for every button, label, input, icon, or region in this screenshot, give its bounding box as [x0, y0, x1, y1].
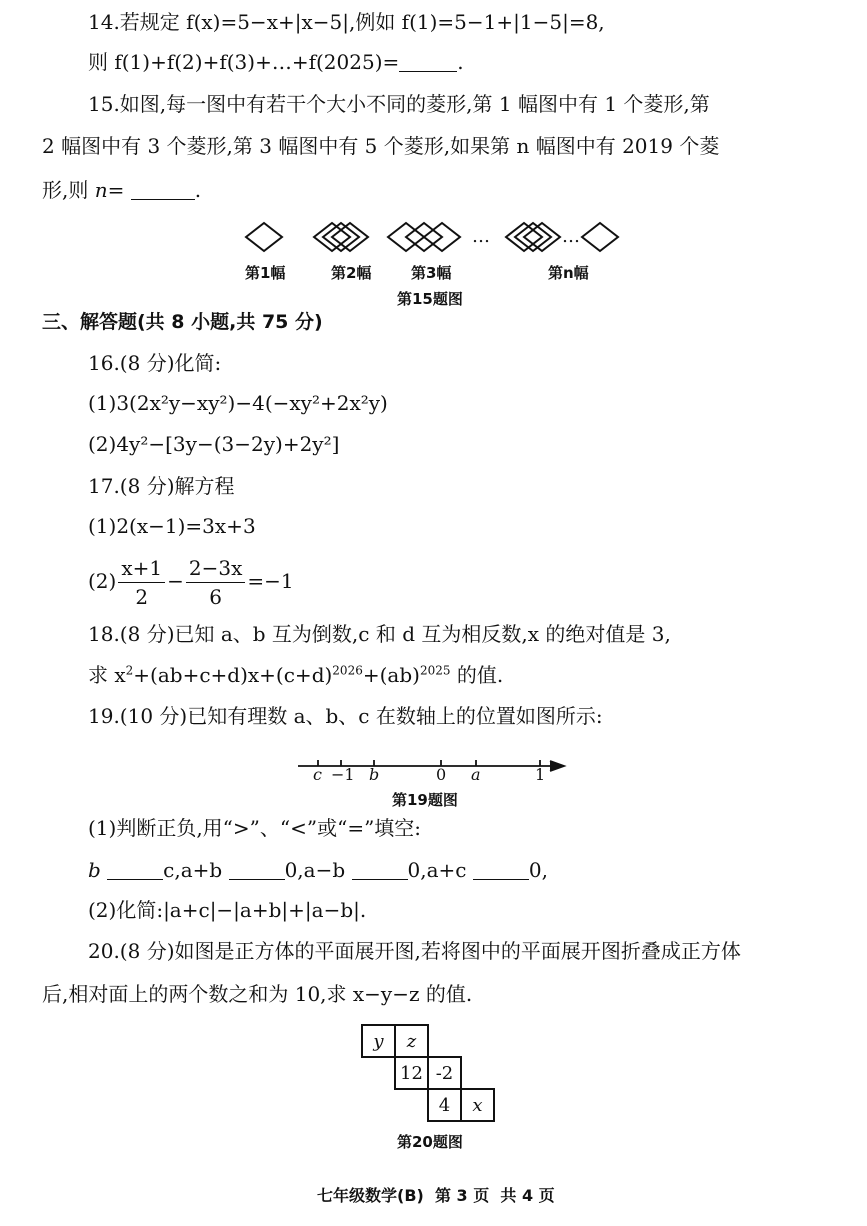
q18-exp-2025: 2025 — [419, 663, 451, 678]
q15-line3 — [42, 180, 201, 200]
q19-axis-label-m1: −1 — [331, 765, 355, 784]
q19-axis-label-0: 0 — [436, 765, 447, 784]
q15-caption: 第15题图 — [397, 290, 463, 308]
q19-axis-label-c: c — [313, 765, 322, 784]
q19-blank-4 — [473, 861, 529, 880]
q19-fill-0b: 0,a+c — [407, 858, 467, 882]
q19-fill-line — [88, 860, 548, 880]
q17-title: 17.(8 分)解方程 — [88, 474, 235, 498]
q14-line2-end: . — [457, 50, 464, 74]
q15-label-3: 第3幅 — [411, 264, 452, 282]
q15-line3-end: . — [194, 178, 202, 202]
q16-part2: (2)4y²−[3y−(3−2y)+2y²] — [88, 432, 340, 456]
q15-label-2: 第2幅 — [331, 264, 372, 282]
q14-line2-text: 则 f(1)+f(2)+f(3)+…+f(2025)= — [88, 50, 400, 74]
rhombus-fig1 — [246, 223, 282, 251]
q15-label-1: 第1幅 — [245, 264, 286, 282]
q15-line3-b: = — [107, 178, 125, 202]
q19-part1: (1)判断正负,用“>”、“<”或“=”填空: — [88, 816, 422, 840]
q15-dots-1: … — [472, 226, 490, 247]
q19-fill-0a: 0,a−b — [284, 858, 346, 882]
page-footer: 七年级数学(B) 第 3 页 共 4 页 — [317, 1186, 555, 1205]
q18-line1: 18.(8 分)已知 a、b 互为倒数,c 和 d 互为相反数,x 的绝对值是 3, — [88, 622, 671, 646]
q15-var-n: n — [94, 178, 108, 202]
net-cell-4: 4 — [427, 1088, 462, 1122]
q15-line3-a: 形,则 — [42, 178, 95, 202]
q17-part2-prefix: (2) — [88, 569, 117, 593]
q19-fill-c: c,a+b — [163, 858, 223, 882]
q15-line2: 2 幅图中有 3 个菱形,第 3 幅图中有 5 个菱形,如果第 n 幅图中有 2019 个菱 — [42, 134, 720, 158]
q19-title: 19.(10 分)已知有理数 a、b、c 在数轴上的位置如图所示: — [88, 704, 603, 728]
q17-minus: − — [167, 569, 184, 593]
net-cell-12: 12 — [394, 1056, 429, 1090]
q18-line2-c: +(ab) — [362, 663, 420, 687]
q17-fraction-1 — [118, 556, 165, 609]
q20-caption: 第20题图 — [397, 1133, 463, 1151]
net-cell-x: x — [460, 1088, 495, 1122]
q15-line1: 15.如图,每一图中有若干个大小不同的菱形,第 1 幅图中有 1 个菱形,第 — [88, 92, 710, 116]
q15-label-n: 第n幅 — [548, 264, 589, 282]
rhombus-fig2-c — [323, 223, 359, 251]
q14-answer-blank — [399, 53, 457, 72]
q18-exp-2026: 2026 — [332, 663, 363, 678]
q19-blank-3 — [352, 861, 408, 880]
q19-blank-1 — [107, 861, 163, 880]
net-cell-y: y — [361, 1024, 396, 1058]
q17-fraction-1-num: x+1 — [118, 556, 165, 583]
q15-answer-blank — [131, 181, 195, 200]
q18-exp-2: 2 — [125, 663, 134, 678]
q17-rhs: =−1 — [247, 569, 294, 593]
q19-axis-label-1: 1 — [535, 765, 546, 784]
rhombus-fign-c — [515, 223, 551, 251]
q17-part2 — [88, 556, 294, 609]
q20-line2: 后,相对面上的两个数之和为 10,求 x−y−z 的值. — [42, 982, 473, 1006]
q19-part2: (2)化简:|a+c|−|a+b|+|a−b|. — [88, 898, 367, 922]
q14-line1: 14.若规定 f(x)=5−x+|x−5|,例如 f(1)=5−1+|1−5|=8, — [88, 10, 605, 34]
section-3-heading: 三、解答题(共 8 小题,共 75 分) — [42, 311, 323, 333]
q15-dots-2: … — [562, 226, 580, 247]
q19-number-line — [0, 752, 867, 792]
q18-line2-a: 求 x — [88, 663, 126, 687]
q18-line2-d: 的值. — [450, 663, 504, 687]
q17-part1: (1)2(x−1)=3x+3 — [88, 514, 256, 538]
q19-axis-label-b: b — [369, 765, 380, 784]
q17-fraction-2-num: 2−3x — [186, 556, 246, 583]
net-cell-z: z — [394, 1024, 429, 1058]
q19-axis-label-a: a — [471, 765, 481, 784]
q16-title: 16.(8 分)化简: — [88, 351, 222, 375]
q14-line2 — [88, 52, 464, 72]
q19-caption: 第19题图 — [392, 791, 458, 809]
q19-fill-b: b — [88, 858, 101, 882]
q19-fill-0c: 0, — [528, 858, 548, 882]
q19-blank-2 — [229, 861, 285, 880]
rhombus-fign-d — [582, 223, 618, 251]
number-line-arrow — [550, 761, 564, 771]
q17-fraction-1-den: 2 — [135, 585, 149, 609]
q20-line1: 20.(8 分)如图是正方体的平面展开图,若将图中的平面展开图折叠成正方体 — [88, 939, 741, 963]
q17-fraction-2 — [186, 556, 246, 609]
net-cell-minus2: -2 — [427, 1056, 462, 1090]
q18-line2 — [88, 665, 503, 685]
q18-line2-b: +(ab+c+d)x+(c+d) — [133, 663, 333, 687]
q16-part1: (1)3(2x²y−xy²)−4(−xy²+2x²y) — [88, 391, 388, 415]
q17-fraction-2-den: 6 — [209, 585, 222, 609]
